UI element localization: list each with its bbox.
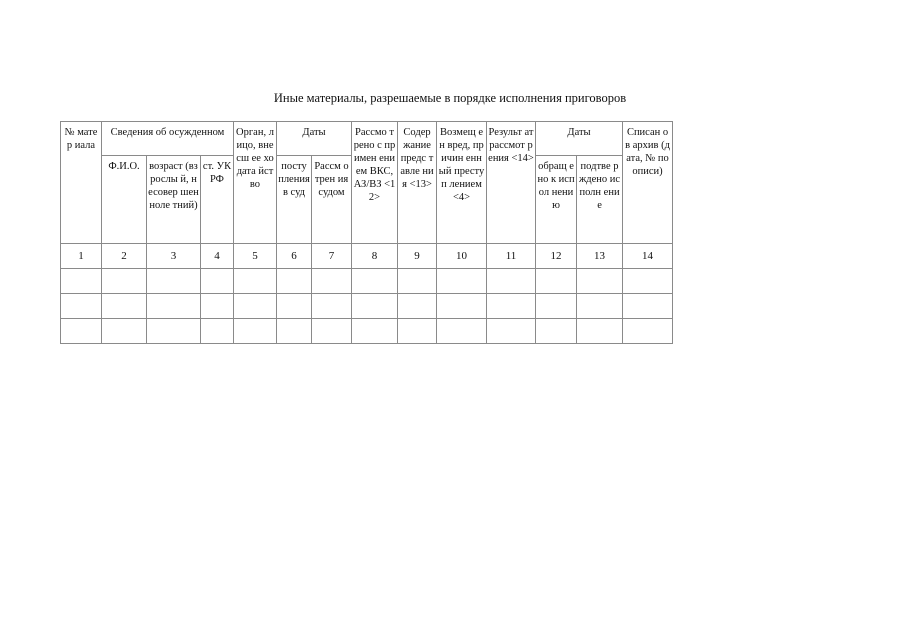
column-number: 12 xyxy=(536,244,577,269)
empty-cell xyxy=(102,294,147,319)
empty-cell xyxy=(61,294,102,319)
header-body-petition: Орган, лицо, внесш ее ходата йство xyxy=(234,122,277,244)
empty-cell xyxy=(352,319,398,344)
column-number: 13 xyxy=(577,244,623,269)
empty-cell xyxy=(312,269,352,294)
table-row xyxy=(61,269,673,294)
table-row xyxy=(61,319,673,344)
header-archived: Списан о в архив (дата, № по описи) xyxy=(623,122,673,244)
empty-cell xyxy=(312,319,352,344)
header-considered-vks: Рассмо трено с примен ением ВКС, АЗ/ВЗ <12> xyxy=(352,122,398,244)
empty-cell xyxy=(277,294,312,319)
empty-cell xyxy=(536,319,577,344)
empty-cell xyxy=(147,294,201,319)
header-damage: Возмещ ен вред, причин енный преступ лением <4> xyxy=(437,122,487,244)
empty-cell xyxy=(437,319,487,344)
empty-cell xyxy=(201,319,234,344)
empty-cell xyxy=(577,294,623,319)
empty-cell xyxy=(234,319,277,344)
column-number: 14 xyxy=(623,244,673,269)
header-fio: Ф.И.О. xyxy=(102,156,147,244)
empty-cell xyxy=(623,269,673,294)
empty-cell xyxy=(487,294,536,319)
header-content: Содер жание предс тавле ния <13> xyxy=(398,122,437,244)
empty-cell xyxy=(147,269,201,294)
empty-cell xyxy=(201,269,234,294)
empty-cell xyxy=(201,294,234,319)
empty-cell xyxy=(623,319,673,344)
header-result: Результ ат рассмот рения <14> xyxy=(487,122,536,244)
empty-cell xyxy=(234,269,277,294)
table-row xyxy=(61,294,673,319)
empty-cell xyxy=(487,269,536,294)
header-confirmed: подтве рждено исполн ение xyxy=(577,156,623,244)
header-article: ст. УК РФ xyxy=(201,156,234,244)
document-title: Иные материалы, разрешаемые в порядке исполнения приговоров xyxy=(273,91,627,105)
column-number: 8 xyxy=(352,244,398,269)
column-number: 3 xyxy=(147,244,201,269)
empty-cell xyxy=(277,319,312,344)
column-number: 10 xyxy=(437,244,487,269)
column-number: 2 xyxy=(102,244,147,269)
header-appealed: обращ ено к испол нению xyxy=(536,156,577,244)
header-dates-execution: Даты xyxy=(536,122,623,156)
empty-cell xyxy=(577,319,623,344)
header-received: посту пления в суд xyxy=(277,156,312,244)
empty-cell xyxy=(487,319,536,344)
column-number-row xyxy=(61,244,673,269)
empty-cell xyxy=(147,319,201,344)
empty-cell xyxy=(352,269,398,294)
header-convict-info: Сведения об осужденном xyxy=(102,122,234,156)
empty-cell xyxy=(577,269,623,294)
header-dates-court: Даты xyxy=(277,122,352,156)
column-number: 5 xyxy=(234,244,277,269)
empty-cell xyxy=(102,269,147,294)
header-age: возраст (взрослы й, несовер шенноле тний) xyxy=(147,156,201,244)
header-row-1 xyxy=(61,122,673,156)
empty-cell xyxy=(398,269,437,294)
empty-cell xyxy=(352,294,398,319)
empty-cell xyxy=(437,294,487,319)
empty-cell xyxy=(536,294,577,319)
empty-cell xyxy=(398,319,437,344)
empty-cell xyxy=(234,294,277,319)
column-number: 11 xyxy=(487,244,536,269)
header-material-no: № матер иала xyxy=(61,122,102,244)
empty-cell xyxy=(102,319,147,344)
column-number: 9 xyxy=(398,244,437,269)
header-reviewed: Рассм отрен ия судом xyxy=(312,156,352,244)
empty-cell xyxy=(277,269,312,294)
column-number: 1 xyxy=(61,244,102,269)
empty-cell xyxy=(312,294,352,319)
column-number: 4 xyxy=(201,244,234,269)
empty-cell xyxy=(61,319,102,344)
empty-cell xyxy=(536,269,577,294)
column-number: 7 xyxy=(312,244,352,269)
empty-cell xyxy=(623,294,673,319)
empty-cell xyxy=(398,294,437,319)
empty-cell xyxy=(437,269,487,294)
empty-cell xyxy=(61,269,102,294)
column-number: 6 xyxy=(277,244,312,269)
materials-register-table xyxy=(60,121,673,344)
empty-rows xyxy=(61,269,673,344)
